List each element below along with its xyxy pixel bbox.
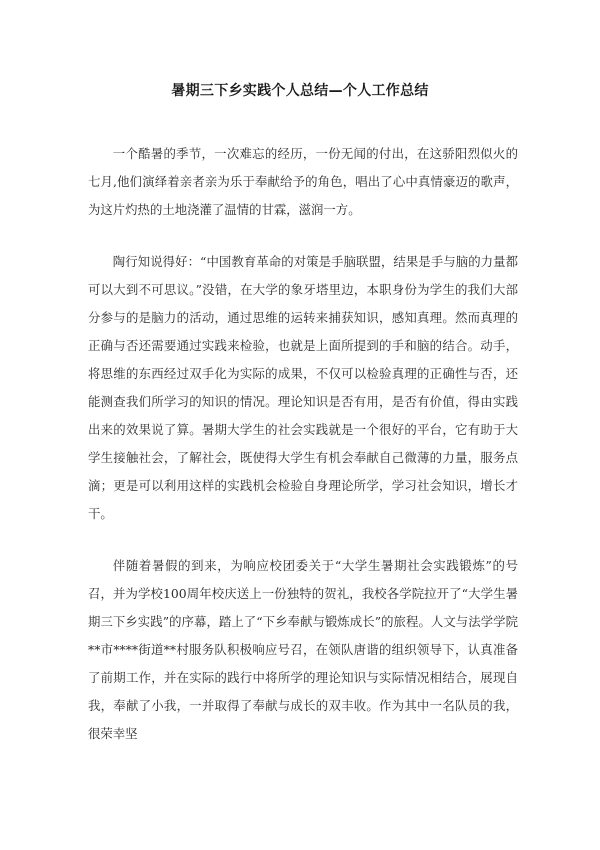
document-body: [88, 140, 518, 772]
paragraph-2: 陶行知说得好：“中国教育革命的对策是手脑联盟，结果是手与脑的力量都可以大到不可思议。”没错，在大学的象牙塔里边，本职身份为学生的我们大部分参与的是脑力的活动，通过思维的运转来捕获知识，感知真理。然而真理的正确与否还需要通过实践来检验，也就是上面所提到的手和脑的结合。动手，将思维的东西经过双手化为实际的成果，不仅可以检验真理的正确性与否，还能测查我们所学习的知识的情况。理论知识是否有用，是否有价值，得由实践出来的效果说了算。暑期大学生的社会实践就是一个很好的平台，它有助于大学生接触社会，了解社会，既使得大学生有机会奉献自己微薄的力量，服务点滴；更是可以利用这样的实践机会检验自身理论所学，学习社会知识，增长才干。: [88, 254, 518, 521]
paragraph-1: 一个酷暑的季节，一次难忘的经历，一份无闻的付出，在这骄阳烈似火的七月,他们演绎着亲者亲为乐于奉献给予的角色，唱出了心中真情豪迈的歌声，为这片灼热的土地浇灌了温情的甘霖，滋润一方。: [88, 146, 518, 217]
document-title: 暑期三下乡实践个人总结—个人工作总结: [171, 83, 429, 99]
paragraph-3: 伴随着暑假的到来，为响应校团委关于“大学生暑期社会实践锻炼”的号召，并为学校100周年校庆送上一份独特的贺礼，我校各学院拉开了“大学生暑期三下乡实践”的序幕，踏上了“下乡奉献与锻炼成长”的旅程。人文与法学学院**市****街道**村服务队积极响应号召，在领队唐谐的组织领导下，认真准备了前期工作，并在实际的践行中将所学的理论知识与实际情况相结合，展现自我，奉献了小我，一并取得了奉献与成长的双丰收。作为其中一名队员的我，很荣幸坚: [88, 558, 518, 741]
